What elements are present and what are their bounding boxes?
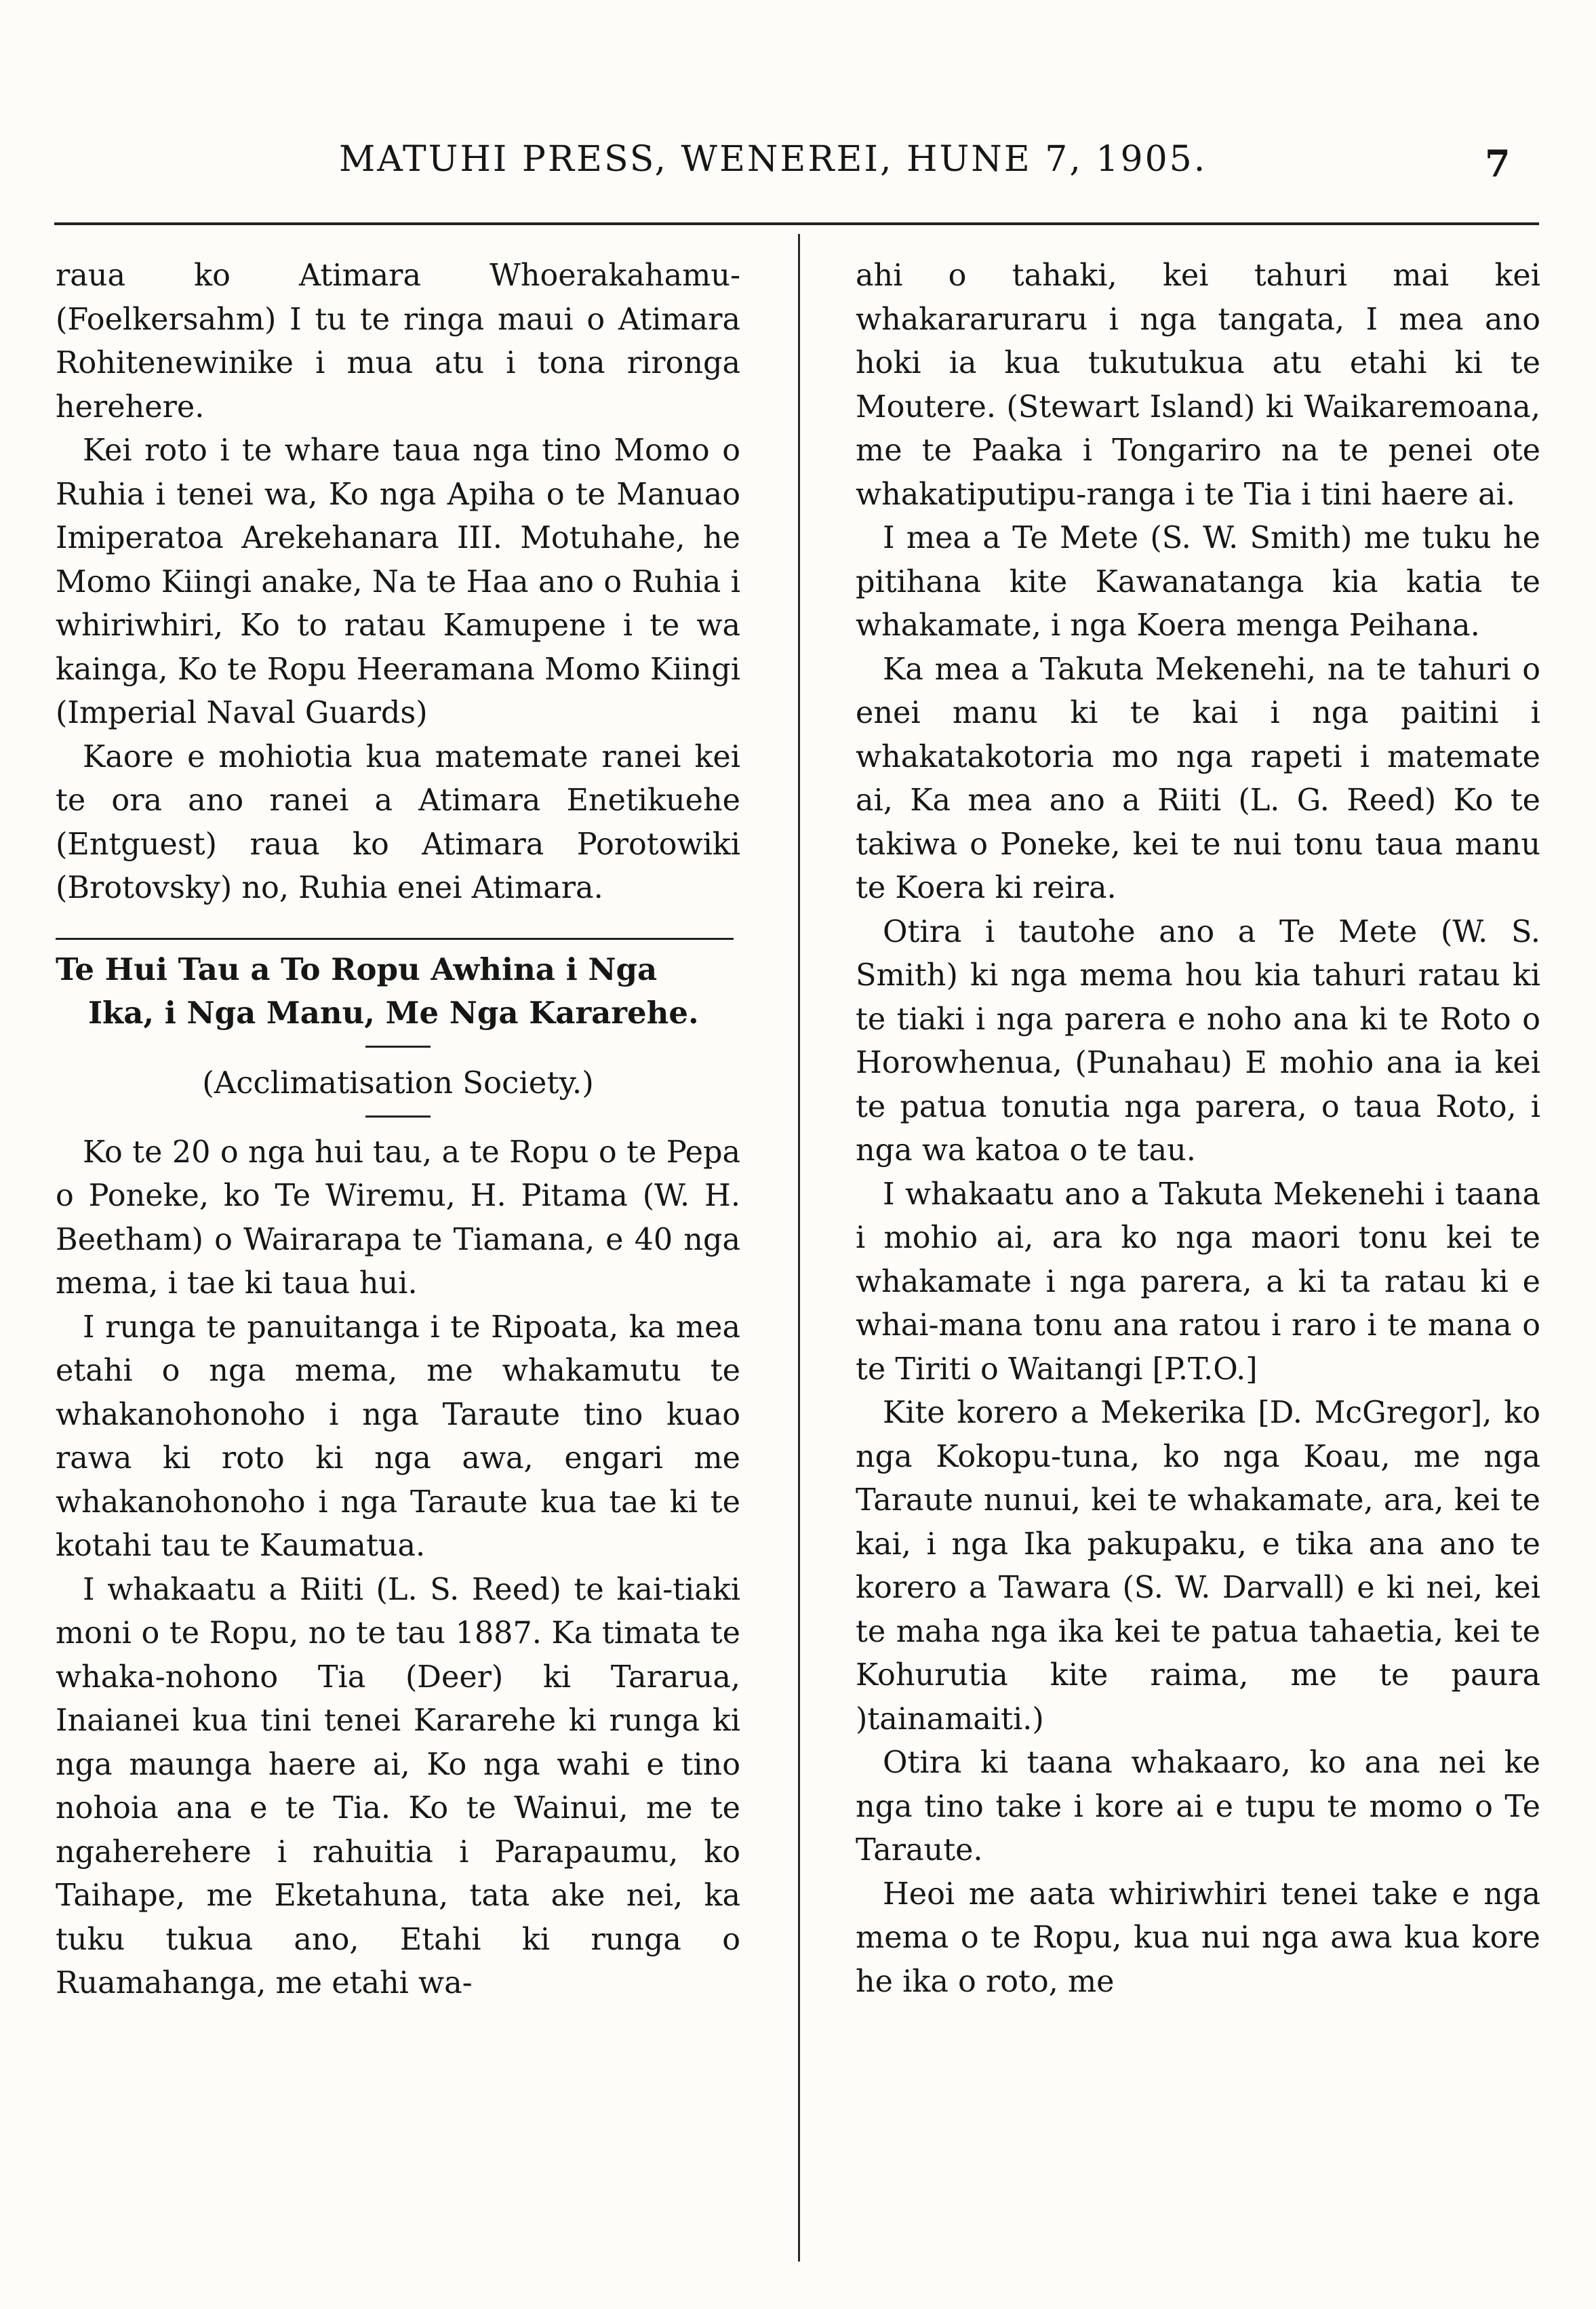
article-paragraph: I mea a Te Mete (S. W. Smith) me tuku he pitihana kite Kawanatanga kia katia te whakamate, i nga Koera menga Peihana. [856,521,1540,643]
left-column [56,254,740,2006]
section-heading-line: Te Hui Tau a To Ropu Awhina i Nga [56,951,658,987]
article-paragraph: Otira ki taana whakaaro, ko ana nei ke nga tino take i kore ai e tupu te momo o Te Taraute. [856,1745,1540,1868]
section-heading-line: Ika, i Nga Manu, Me Nga Kararehe. [88,994,699,1031]
article-paragraph: Kaore e mohiotia kua matemate ranei kei te ora ano ranei a Atimara Enetikuehe (Entguest) raua ko Atimara Porotowiki (Brotovsky) no, Ruhia enei Atimara. [56,739,740,905]
article-paragraph: Ko te 20 o nga hui tau, a te Ropu o te Pepa o Poneke, ko Te Wiremu, H. Pitama (W. H. Beetham) o Wairarapa te Tiamana, e 40 nga mema, i tae ki taua hui. [56,1134,740,1301]
right-column [856,254,1540,2004]
article-paragraph: ahi o tahaki, kei tahuri mai kei whakararuraru i nga tangata, I mea ano hoki ia kua tukutukua atu etahi ki te Moutere. (Stewart Island) ki Waikaremoana, me te Paaka i Tongariro na te penei ote whakatiputipu-ranga i te Tia i tini haere ai. [856,258,1540,512]
article-paragraph: Ka mea a Takuta Mekenehi, na te tahuri o enei manu ki te kai i nga paitini i whakatakotoria mo nga rapeti i matemate ai, Ka mea ano a Riiti (L. G. Reed) Ko te takiwa o Poneke, kei te nui tonu taua manu te Koera ki reira. [856,652,1540,905]
article-paragraph: I whakaatu a Riiti (L. S. Reed) te kai-tiaki moni o te Ropu, no te tau 1887. Ka timata te whaka-nohono Tia (Deer) ki Tararua, Inaianei kua tini tenei Kararehe ki runga ki nga maunga haere ai, Ko nga wahi e tino nohoia ana e te Tia. Ko te Wainui, me te ngaherehere i rahuitia i Parapaumu, ko Taihape, me Eketahuna, tata ake nei, ka tuku tukua ano, Etahi ki runga o Ruamahanga, me etahi wa- [56,1572,740,2000]
heading-divider [365,1116,431,1118]
heading-divider [365,1046,431,1048]
page-number: 7 [1485,142,1511,185]
column-divider [798,234,800,2262]
article-paragraph: raua ko Atimara Whoerakahamu-(Foelkersahm) I tu te ringa maui o Atimara Rohitenewinike i mua atu i tona rironga herehere. [56,258,740,425]
article-paragraph: Kei roto i te whare taua nga tino Momo o Ruhia i tenei wa, Ko nga Apiha o te Manuao Imiperatoa Arekehanara III. Motuhahe, he Momo Kiingi anake, Na te Haa ano o Ruhia i whiriwhiri, Ko to ratau Kamupene i te wa kainga, Ko te Ropu Heeramana Momo Kiingi (Imperial Naval Guards) [56,433,740,730]
section-rule [56,938,734,940]
section-heading [56,948,740,1035]
page-header [0,139,1596,193]
article-paragraph: I runga te panuitanga i te Ripoata, ka mea etahi o nga mema, me whakamutu te whakanohonoho i nga Taraute tino kuao rawa ki roto ki nga awa, engari me whakanohonoho i nga Taraute kua tae ki te kotahi tau te Kaumatua. [56,1309,740,1563]
section-subheading: (Acclimatisation Society.) [202,1064,594,1101]
running-head: MATUHI PRESS, WENEREI, HUNE 7, 1905. [339,139,1208,180]
article-paragraph: Otira i tautohe ano a Te Mete (W. S. Smith) ki nga mema hou kia tahuri ratau ki te tiaki i nga parera e noho ana ki te Roto o Horowhenua, (Punahau) E mohio ana ia kei te patua tonutia nga parera, o taua Roto, i nga wa katoa o te tau. [856,914,1540,1168]
article-paragraph: Kite korero a Mekerika [D. McGregor], ko nga Kokopu-tuna, ko nga Koau, me nga Taraute nunui, kei te whakamate, ara, kei te kai, i nga Ika pakupaku, e tika ana ano te korero a Tawara (S. W. Darvall) e ki nei, kei te maha nga ika kei te patua tahaetia, kei te Kohurutia kite raima, me te paura )tainamaiti.) [856,1396,1540,1737]
header-rule [54,222,1539,225]
article-paragraph: Heoi me aata whiriwhiri tenei take e nga mema o te Ropu, kua nui nga awa kua kore he ika o roto, me [856,1876,1540,1999]
article-paragraph: I whakaatu ano a Takuta Mekenehi i taana i mohio ai, ara ko nga maori tonu kei te whakamate i nga parera, a ki ta ratau ki e whai-mana tonu ana ratou i raro i te mana o te Tiriti o Waitangi [P.T.O.] [856,1177,1540,1387]
